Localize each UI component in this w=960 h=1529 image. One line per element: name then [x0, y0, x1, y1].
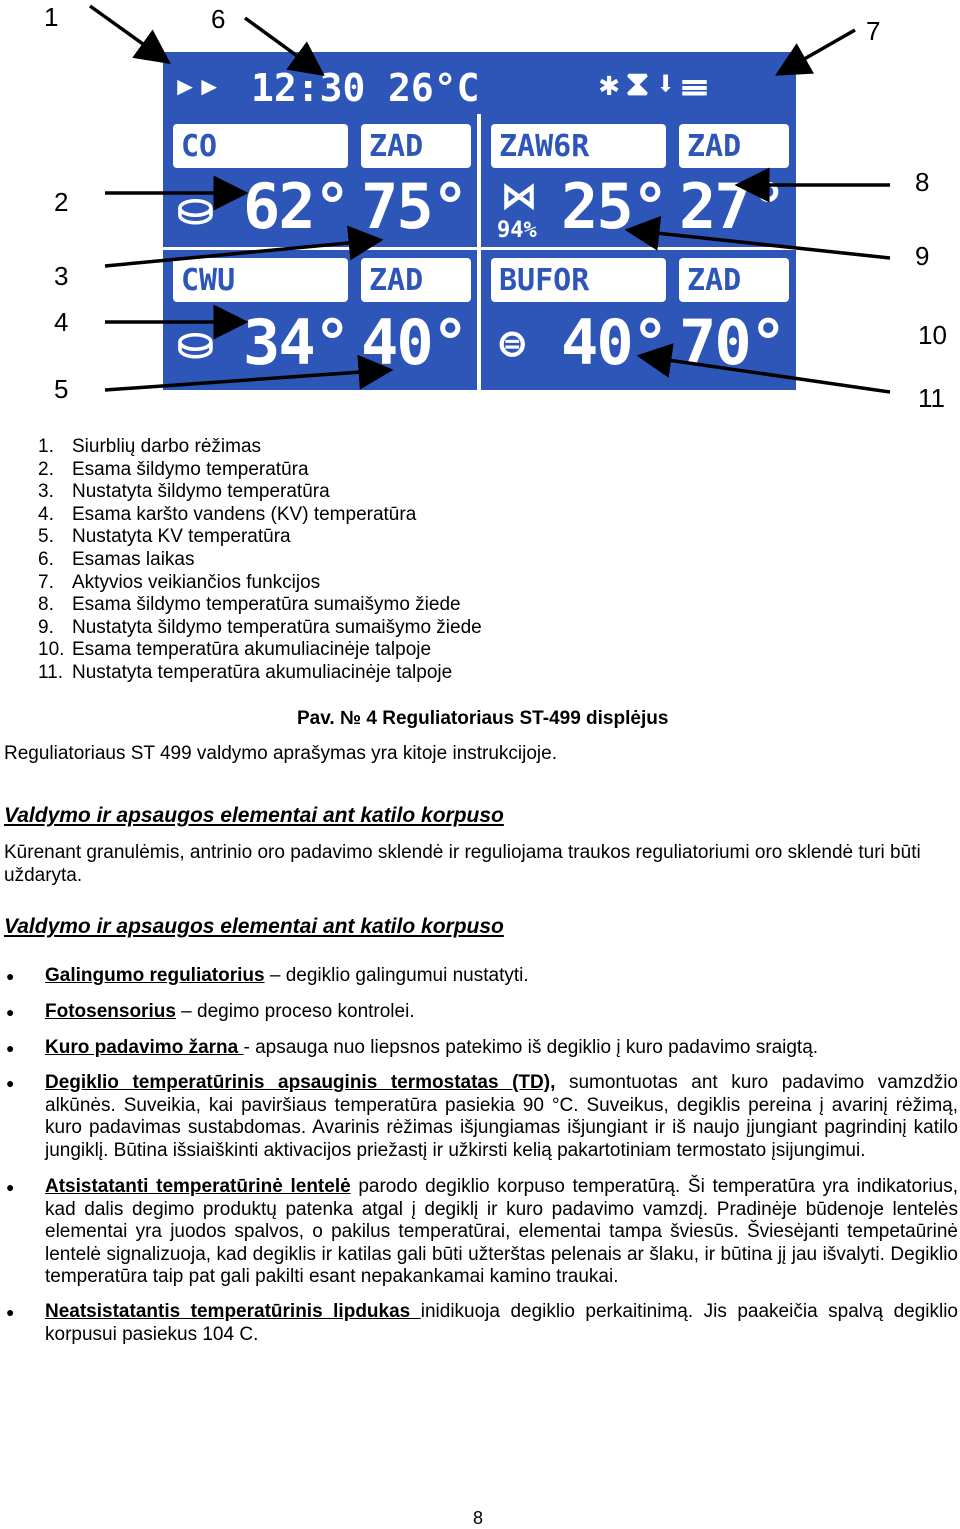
co-set-label: ZAD — [361, 124, 471, 168]
co-current-temp: 62° — [243, 170, 349, 243]
arrow-6 — [245, 18, 322, 74]
list-item: 11. Nustatyta temperatūra akumuliacinėje talpoje — [38, 661, 453, 683]
mixer-set-label: ZAD — [679, 124, 789, 168]
section1-text: Kūrenant granulėmis, antrinio oro padavimo sklendė ir reguliojama traukos reguliatoriumi oro sklendė turi būti uždaryta. — [4, 842, 921, 886]
list-item: 8. Esama šildymo temperatūra sumaišymo žiede — [38, 594, 461, 616]
arrow-1 — [90, 6, 168, 62]
callout-5: 5 — [54, 374, 69, 404]
list-item: Kuro padavimo žarna - apsauga nuo liepsnos patekimo iš degiklio į kuro padavimo sraigtą. — [45, 1037, 819, 1058]
callout-11: 11 — [918, 383, 945, 413]
bullet-icon: ● — [6, 1040, 15, 1056]
arrow-11 — [640, 356, 890, 392]
cwu-set-temp: 40° — [361, 306, 467, 379]
mixer-label: ZAW6R — [491, 124, 666, 168]
legend-list — [38, 436, 482, 685]
callout-3: 3 — [54, 261, 69, 291]
callout-4: 4 — [54, 307, 69, 337]
callout-7: 7 — [866, 16, 881, 46]
list-item: 1. Siurblių darbo rėžimas — [38, 436, 262, 457]
callout-2: 2 — [54, 187, 69, 217]
list-item: 5. Nustatyta KV temperatūra — [38, 526, 291, 548]
callout-9: 9 — [915, 241, 930, 271]
mixer-current-temp: 25° — [561, 170, 667, 243]
list-item: 6. Esamas laikas — [38, 548, 195, 570]
list-item: 2. Esama šildymo temperatūra — [38, 458, 309, 480]
cwu-current-temp: 34° — [243, 306, 349, 379]
list-item: 4. Esama karšto vandens (KV) temperatūra — [38, 503, 417, 525]
arrow-5 — [105, 370, 390, 390]
arrow-7 — [778, 30, 855, 74]
display-outdoor-temp: 26°C — [388, 66, 480, 110]
bufor-set-label: ZAD — [679, 258, 789, 302]
co-label: CO — [173, 124, 348, 168]
bullet-icon: ● — [6, 968, 15, 984]
list-item: Neatsistatantis temperatūrinis lipdukas inidikuoja degiklio perkaitinimą. Jis paakeičia spalvą degiklio korpusui pasiekus 104 C. — [45, 1301, 958, 1345]
note-text: Reguliatoriaus ST 499 valdymo aprašymas yra kitoje instrukcijoje. — [4, 743, 558, 764]
cwu-set-label: ZAD — [361, 258, 471, 302]
co-set-temp: 75° — [361, 170, 467, 243]
mixer-set-temp: 27° — [679, 170, 785, 243]
cwu-pump-icon: ⛀ — [177, 318, 214, 369]
figure-caption: Pav. № 4 Reguliatoriaus ST-499 displėjus — [297, 708, 669, 729]
list-item: Fotosensorius – degimo proceso kontrolei. — [45, 1001, 415, 1022]
list-item: Degiklio temperatūrinis apsauginis termostatas (TD), sumontuotas ant kuro padavimo vamzdžio alkūnės. Suveikia, kai paviršiaus temperatūra pasiekia 90 °C. Suveikus, degiklis pereina į avarinį rėžimą, kuro padavimas sustabdomas. Avarinis rėžimas išjungiamas išjungiant ir iš naujo įjungiant pagrindinį katilo jungiklį. Būtina išsiaiškinti aktivacijos priežastį ir užkirsti kelią pakartotiniam termostato įsijungimui. — [45, 1072, 959, 1161]
display-time: 12:30 — [251, 66, 366, 110]
list-item: 10. Esama temperatūra akumuliacinėje talpoje — [38, 639, 432, 661]
cwu-label: CWU — [173, 258, 348, 302]
page-number: 8 — [473, 1508, 484, 1528]
list-item: 3. Nustatyta šildymo temperatūra — [38, 481, 330, 503]
mixer-valve-opening: 94% — [497, 218, 537, 243]
callout-10: 10 — [918, 320, 947, 350]
bullet-icon: ● — [6, 1075, 15, 1091]
bullet-icon: ● — [6, 1179, 15, 1195]
list-item: 9. Nustatyta šildymo temperatūra sumaišymo žiede — [38, 616, 482, 638]
bullet-icon: ● — [6, 1304, 15, 1320]
section1-heading: Valdymo ir apsaugos elementai ant katilo korpuso — [4, 804, 504, 827]
list-item: Atsistatanti temperatūrinė lentelė parodo degiklio korpuso temperatūrą. Ši temperatūra yra indikatorius, kad dalis degimo produktų patenka atgal į degiklį ir kuro padavimo vamzdį. Pradinėje būdenoje lentelės elementai yra juodos spalvos, o pakilus temperatūrai, elementai tampa šviesūs. Šviesėjanti tempetaūrinė lentelė signalizuoja, kad degiklis ir katilas gali būti užterštas pelenais ar šlaku, ir būtina jį jau išvalyti. Degiklio temperatūra taip pat gali pakilti esant nepakankamai kamino traukai. — [45, 1176, 958, 1288]
callout-1: 1 — [44, 2, 59, 32]
co-pump-icon: ⛀ — [177, 184, 214, 235]
callout-arrows — [0, 0, 960, 420]
callout-6: 6 — [211, 4, 226, 34]
bullet-icon: ● — [6, 1004, 15, 1020]
section2-heading: Valdymo ir apsaugos elementai ant katilo korpuso — [4, 915, 504, 938]
mixer-valve-icon: ⋈ — [501, 176, 537, 217]
callout-8: 8 — [915, 167, 930, 197]
bufor-set-temp: 70° — [679, 306, 785, 379]
pump-mode-icon: ▸▸ — [173, 62, 222, 108]
arrow-9 — [628, 230, 890, 258]
bufor-current-temp: 40° — [561, 306, 667, 379]
active-functions-icons: ✱⧗⬇☰ — [599, 64, 714, 104]
list-item: Galingumo reguliatorius – degiklio galingumui nustatyti. — [45, 965, 529, 986]
bufor-label: BUFOR — [491, 258, 666, 302]
arrow-3 — [105, 240, 380, 266]
bufor-tank-icon: ⊜ — [499, 318, 526, 369]
list-item: 7. Aktyvios veikiančios funkcijos — [38, 571, 321, 593]
